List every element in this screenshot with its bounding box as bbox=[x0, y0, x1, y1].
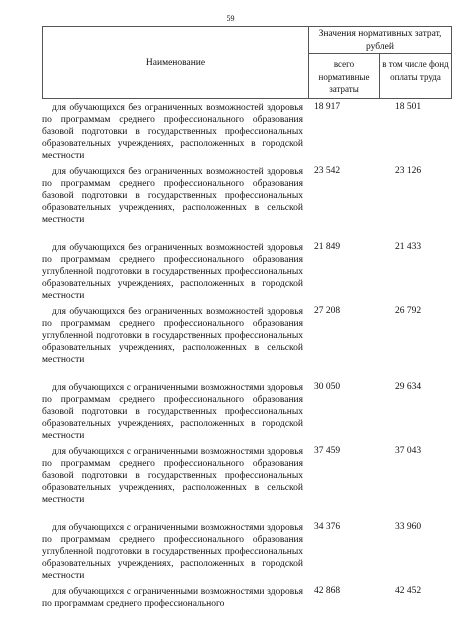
row-description: для обучающихся без ограниченных возможностей здоровья по программам среднего профессионального образования углубленной подготовки в государственных профессиональных образовательных учреждениях, расположенных в городской местности bbox=[42, 243, 303, 302]
column-header-values: Значения нормативных затрат, рублей bbox=[308, 26, 452, 54]
column-header-name-label: Наименование bbox=[145, 57, 206, 68]
row-total: 21 849 bbox=[314, 242, 341, 252]
page-number: 59 bbox=[226, 14, 235, 23]
row-description: для обучающихся с ограниченными возможностями здоровья по программам среднего профессионального образования базовой подготовки в государственных профессиональных образовательных учреждениях, расположенных в городской местности bbox=[42, 383, 303, 442]
row-description: для обучающихся с ограниченными возможностями здоровья по программам среднего профессионального образования базовой подготовки в государственных профессиональных образовательных учреждениях, расположенных в сельской местности bbox=[42, 447, 303, 506]
row-total: 37 459 bbox=[314, 446, 341, 456]
row-fot: 29 634 bbox=[395, 382, 422, 392]
row-fot: 18 501 bbox=[395, 102, 422, 112]
row-fot: 42 452 bbox=[395, 586, 422, 596]
row-fot: 37 043 bbox=[395, 446, 422, 456]
row-description: для обучающихся без ограниченных возможностей здоровья по программам среднего профессионального образования базовой подготовки в государственных профессиональных образовательных учреждениях, расположенных в городской местности bbox=[42, 103, 303, 162]
column-header-fot: в том числе фонд оплаты труда bbox=[379, 53, 452, 99]
row-total: 30 050 bbox=[314, 382, 341, 392]
row-fot: 21 433 bbox=[395, 242, 422, 252]
row-total: 23 542 bbox=[314, 166, 341, 176]
column-header-total: всего нормативные затраты bbox=[308, 53, 380, 99]
row-total: 18 917 bbox=[314, 102, 341, 112]
row-description: для обучающихся с ограниченными возможностями здоровья по программам среднего профессионального образования углубленной подготовки в государственных профессиональных образовательных учреждениях, расположенных в городской местности bbox=[42, 523, 303, 582]
column-header-name bbox=[42, 26, 309, 99]
row-description: для обучающихся без ограниченных возможностей здоровья по программам среднего профессионального образования углубленной подготовки в государственных профессиональных образовательных учреждениях, расположенных в сельской местности bbox=[42, 307, 303, 366]
row-description: для обучающихся с ограниченными возможностями здоровья по программам среднего профессионального bbox=[42, 587, 303, 610]
row-total: 34 376 bbox=[314, 522, 341, 532]
row-fot: 23 126 bbox=[395, 166, 422, 176]
row-fot: 33 960 bbox=[395, 522, 422, 532]
row-total: 42 868 bbox=[314, 586, 341, 596]
row-fot: 26 792 bbox=[395, 306, 422, 316]
row-description: для обучающихся без ограниченных возможностей здоровья по программам среднего профессионального образования базовой подготовки в государственных профессиональных образовательных учреждениях, расположенных в сельской местности bbox=[42, 167, 303, 226]
table-header bbox=[42, 26, 452, 99]
row-total: 27 208 bbox=[314, 306, 341, 316]
